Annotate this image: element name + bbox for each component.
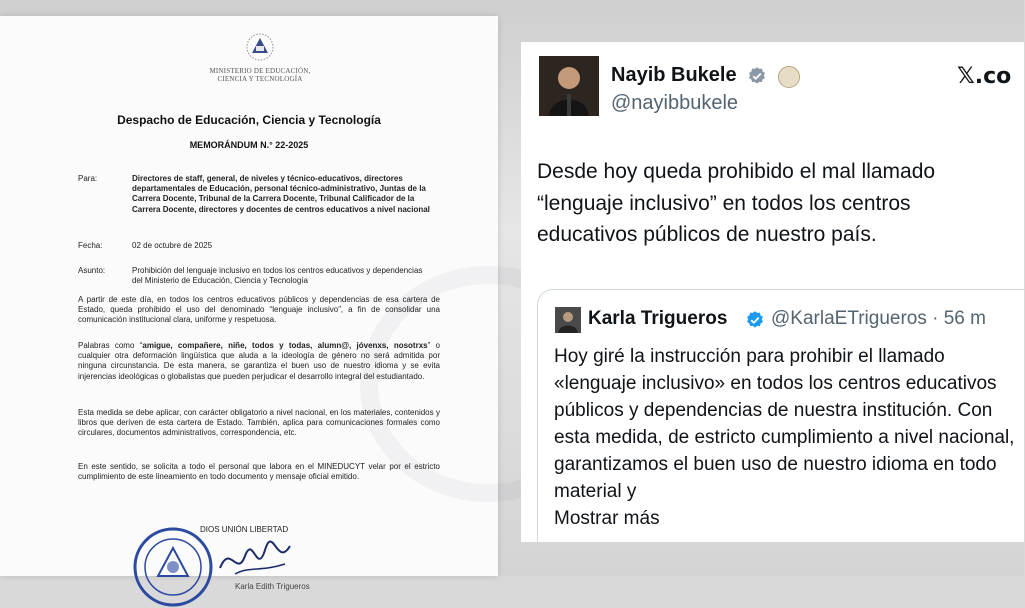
quote-author-handle[interactable]: @KarlaETrigueros · 56 m: [771, 308, 986, 329]
ministry-line1: MINISTERIO DE EDUCACIÓN,: [209, 67, 311, 75]
verified-badge-icon: [747, 66, 767, 86]
ministry-name: [170, 67, 350, 83]
asunto-label: Asunto:: [78, 266, 106, 275]
fecha-label: Fecha:: [78, 241, 103, 250]
memo-number: MEMORÁNDUM N.° 22-2025: [189, 140, 309, 150]
memo-paragraph-4: En este sentido, se solicita a todo el personal que labora en el MINEDUCYT velar por el estricto cumplimiento de este lineamiento en todo documento y mensaje oficial emitido.: [78, 462, 440, 482]
government-badge-icon: [778, 66, 800, 88]
author-handle[interactable]: @nayibbukele: [611, 92, 739, 114]
tweet-text: Desde hoy queda prohibido el mal llamado “lenguaje inclusivo” en todos los centros educativos públicos de nuestro país.: [537, 160, 936, 246]
show-more-link[interactable]: Mostrar más: [554, 508, 660, 529]
asunto-value: Prohibición del lenguaje inclusivo en todos los centros educativos y dependencias del Ministerio de Educación, Ciencia y Tecnología: [132, 266, 423, 286]
para-value: Directores de staff, general, de niveles y técnico-educativos, directores departamentales de Educación, personal técnico-administrativo, Juntas de la Carrera Docente, Tribunal de la Carrera Docente, Tribunal Calificador de la Carrera Docente, directores y docentes de centros educativos a nivel nacional: [132, 174, 430, 214]
para-label: Para:: [78, 174, 98, 183]
memo-paragraph-2: [78, 341, 440, 382]
closing-motto: DIOS UNIÓN LIBERTAD: [200, 525, 289, 534]
author-name[interactable]: Nayib Bukele: [611, 64, 737, 86]
memo-paragraph-1: A partir de este día, en todos los centros educativos públicos y dependencias de esa cartera de Estado, queda prohibido el uso del denominado “lenguaje inclusivo”, a fin de consolidar una comunicación institucional clara, uniforme y respetuosa.: [78, 295, 440, 325]
avatar-image: [539, 56, 599, 116]
memo-paragraph-3: Esta medida se debe aplicar, con carácter obligatorio a nivel nacional, en los materiales, contenidos y libros que deriven de esta cartera de Estado. También, aplica para comunicaciones formales como circulares, documentos administrativos, correspondencia, etc.: [78, 408, 440, 438]
signer-name: Karla Edith Trigueros: [235, 582, 310, 591]
memo-office: Despacho de Educación, Ciencia y Tecnología: [117, 113, 381, 127]
fecha-value: 02 de octubre de 2025: [132, 241, 213, 250]
quote-author-name[interactable]: Karla Trigueros: [588, 308, 728, 329]
paragraph-2-suffix: ” o cualquier otra deformación lingüística que aluda a la ideología de género no será admitida por ninguna circunstancia. De esta manera, se garantiza el buen uso de nuestro idioma y se evita injerencias ideológicas o globalistas que pueden perjudicar el desarrollo integral del estudiantado.: [78, 341, 441, 381]
quote-body: Hoy giré la instrucción para prohibir el llamado «lenguaje inclusivo» en todos los centros educativos públicos y dependencias de nuestra institución. Con esta medida, de estricto cumplimiento a nivel nacional, garantizamos el buen uso de nuestro idioma en todo material y: [554, 346, 1015, 502]
quote-avatar-image: [555, 307, 581, 333]
paragraph-2-bold: amigue, compañere, niñe, todos y todas, alumn@, jóvenxs, nosotrxs: [142, 341, 428, 350]
quoted-tweet[interactable]: [537, 289, 1025, 550]
tweet-card[interactable]: [521, 42, 1024, 542]
quote-verified-badge-icon: [745, 310, 765, 330]
signature-icon: [215, 538, 295, 582]
official-seal-icon: [132, 526, 214, 608]
memo-document: [0, 16, 498, 591]
paragraph-2-prefix: Palabras como “: [78, 341, 143, 350]
quote-author-avatar[interactable]: [555, 307, 581, 333]
quote-text: [554, 343, 1024, 532]
ministry-line2: CIENCIA Y TECNOLOGÍA: [217, 75, 303, 83]
author-avatar[interactable]: [539, 56, 599, 116]
coat-of-arms-icon: [245, 32, 275, 62]
x-logo-icon: 𝕏.co: [957, 64, 1012, 89]
